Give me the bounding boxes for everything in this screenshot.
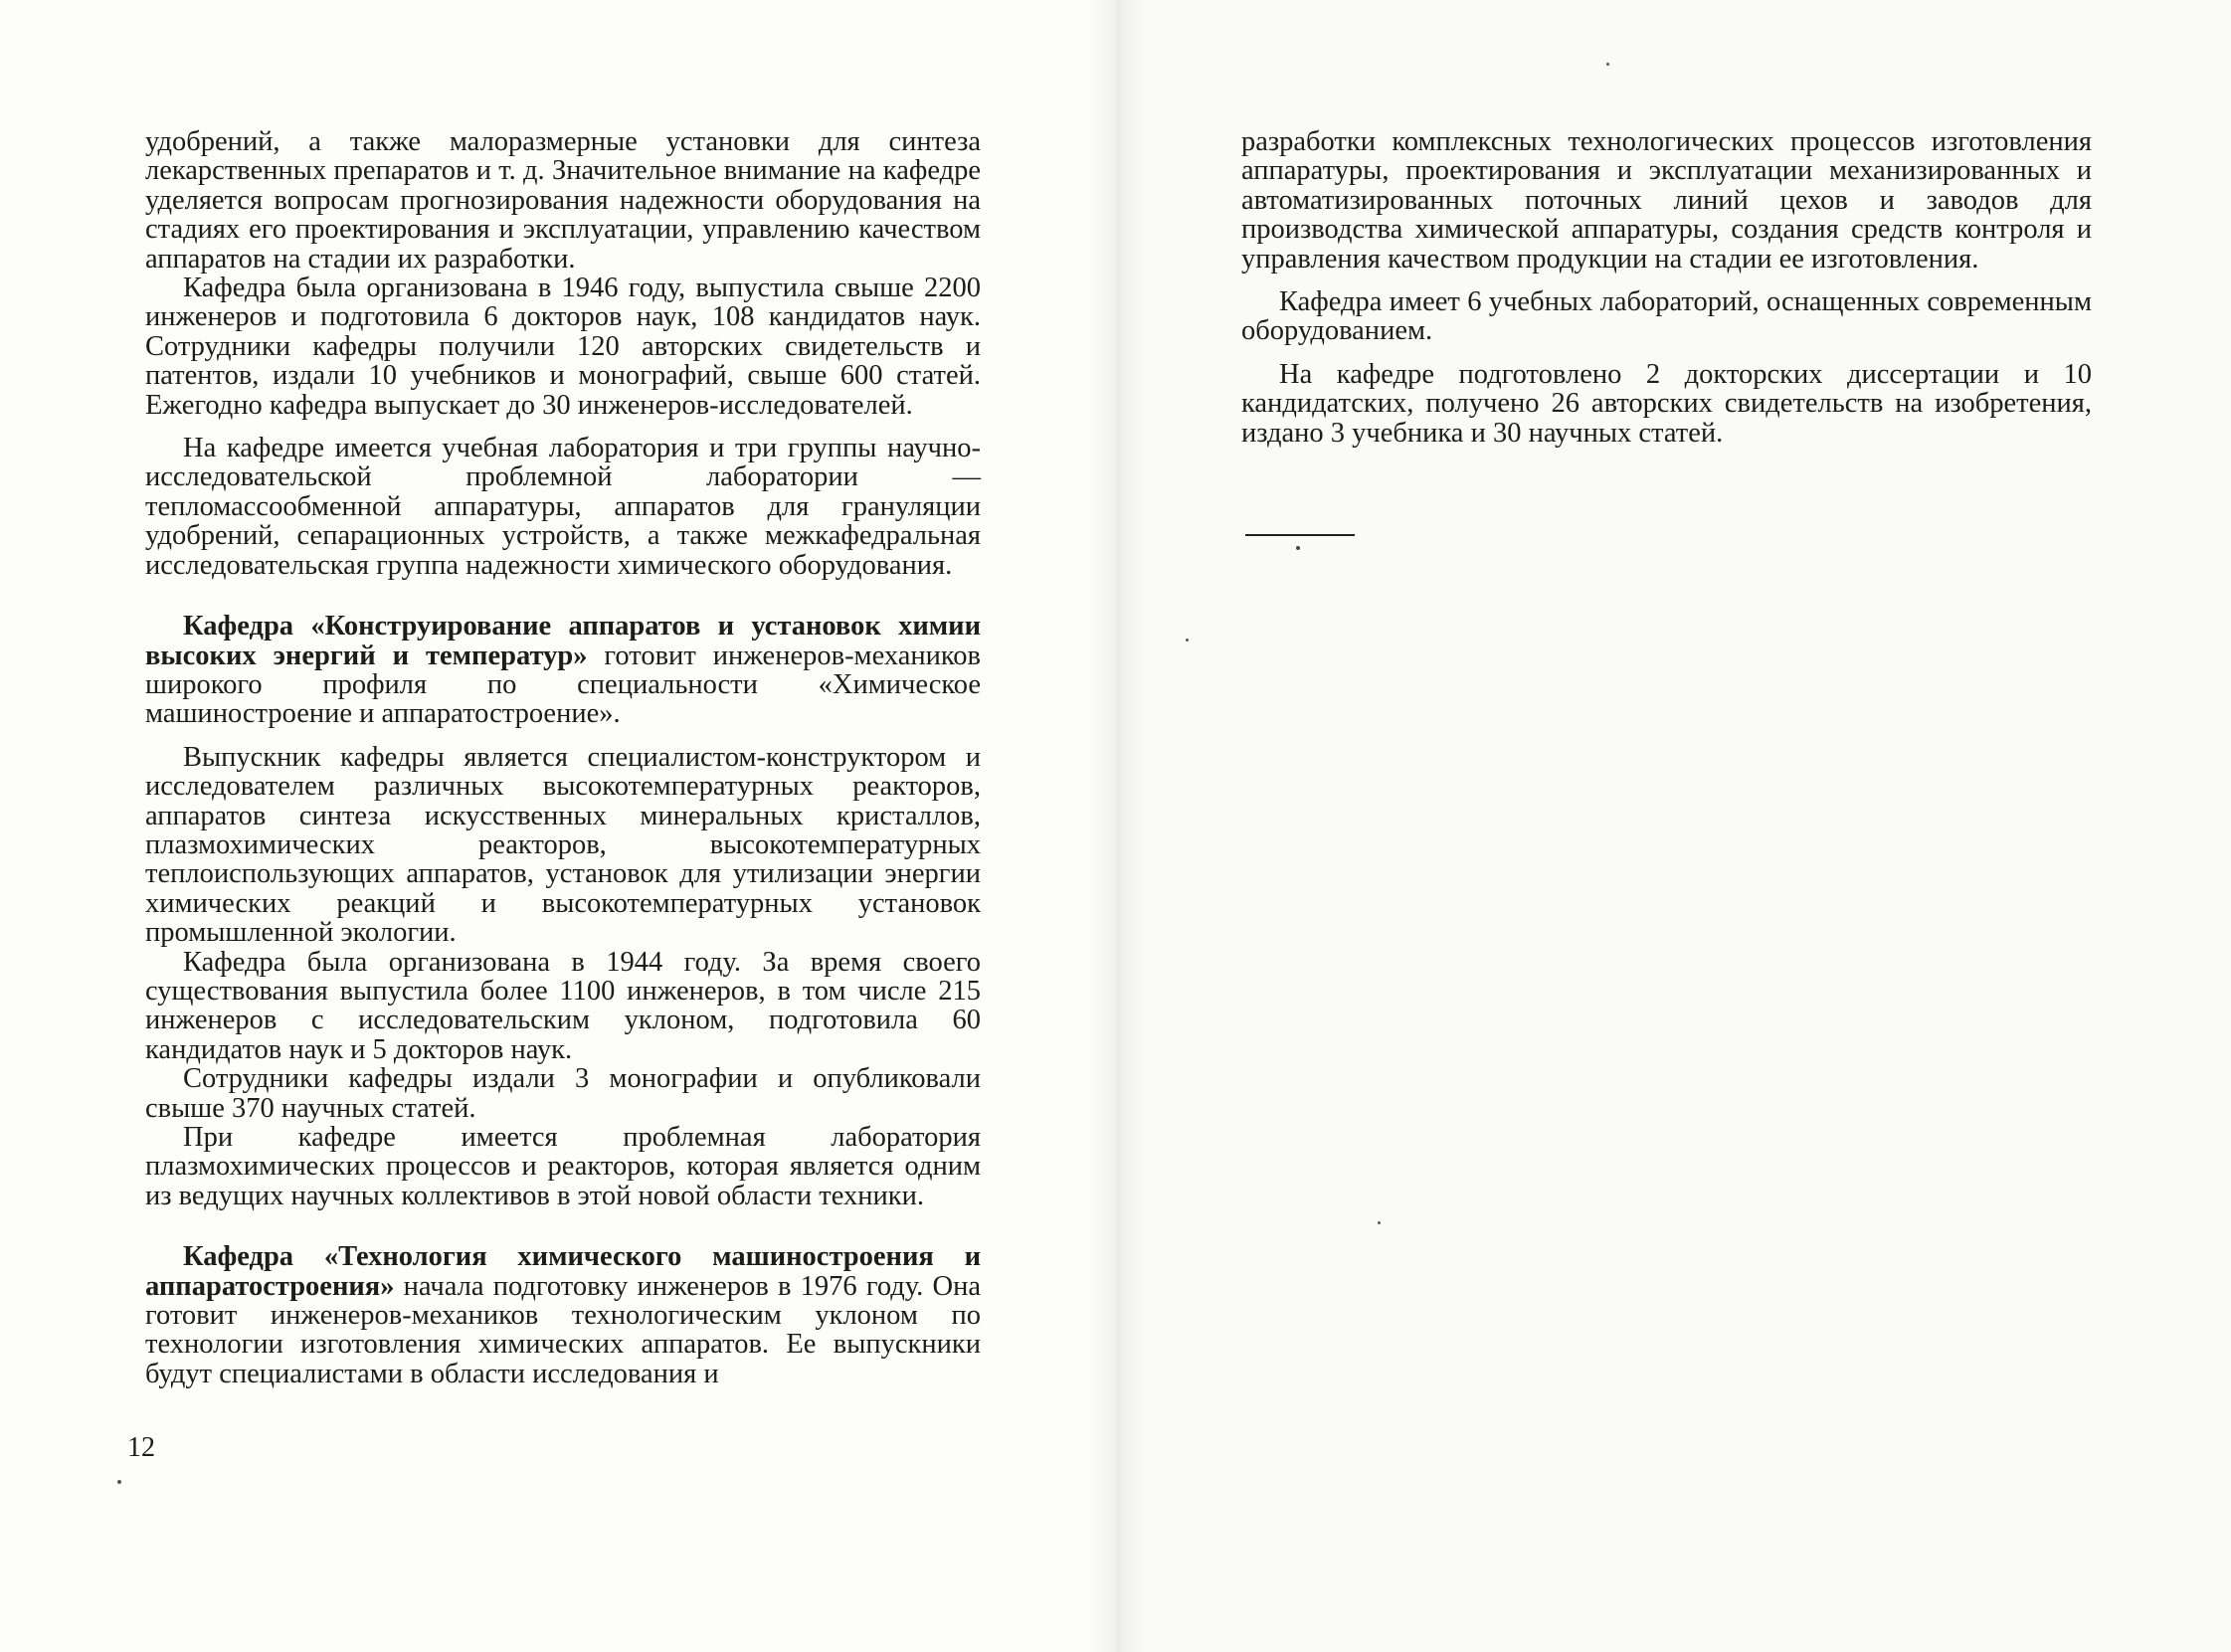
paper-speck	[1186, 639, 1189, 642]
paragraph: Кафедра была организована в 1944 году. За время своего существования выпустила более 1100 инженеров, в том числе 215 инженеров с исследовательским уклоном, подготовила 60 кандидатов наук и 5 докторов наук.	[145, 946, 981, 1065]
paper-speck	[1378, 1221, 1381, 1224]
paper-speck	[1606, 63, 1609, 66]
paragraph: Сотрудники кафедры издали 3 монографии и опубликовали свыше 370 научных статей.	[145, 1063, 981, 1124]
paper-speck	[117, 1480, 121, 1484]
paper-speck	[1296, 546, 1300, 550]
page-number: 12	[127, 1432, 155, 1463]
paragraph: Кафедра имеет 6 учебных лабораторий, оснащенных современным оборудованием.	[1241, 286, 2092, 347]
left-page-body	[145, 127, 981, 1388]
paragraph: удобрений, а также малоразмерные установки для синтеза лекарственных препаратов и т. д. Значительное внимание на кафедре уделяется вопросам прогнозирования надежности оборудования на стадиях его проектирования и эксплуатации, управлению качеством аппаратов на стадии их разработки.	[145, 126, 981, 275]
section-divider-rule	[1245, 534, 1355, 536]
paragraph-text: начала подготовку инженеров в 1976 году. Она готовит инженеров-механиков технологическим уклоном по технологии изготовления химических аппаратов. Ее выпускники будут специалистами в области исследования и	[145, 1270, 981, 1389]
department-heading-paragraph	[145, 1242, 981, 1388]
department-name: Кафедра «Технология химического машиностроения и аппаратостроения»	[145, 1241, 981, 1302]
paragraph: На кафедре имеется учебная лаборатория и три группы научно-исследовательской проблемной лаборатории — тепломассообменной аппаратуры, аппаратов для грануляции удобрений, сепарационных устройств, а также межкафедральная исследовательская группа надежности химического оборудования.	[145, 433, 981, 581]
department-heading-paragraph	[145, 612, 981, 729]
paragraph-text: готовит инженеров-механиков широкого профиля по специальности «Химическое машиностроение и аппаратостроение».	[145, 640, 981, 730]
paragraph: Выпускник кафедры является специалистом-конструктором и исследователем различных высокотемпературных реакторов, аппаратов синтеза искусственных минеральных кристаллов, плазмохимических реакторов, высокотемпературных теплоиспользующих аппаратов, установок для утилизации энергии химических реакций и высокотемпературных установок промышленной экологии.	[145, 741, 981, 949]
paragraph: На кафедре подготовлено 2 докторских диссертации и 10 кандидатских, получено 26 авторских свидетельств на изобретения, издано 3 учебника и 30 научных статей.	[1241, 358, 2092, 449]
left-page	[0, 0, 1115, 1652]
department-name: Кафедра «Конструирование аппаратов и установок химии высоких энергий и температур»	[145, 611, 981, 671]
paragraph: Кафедра была организована в 1946 году, выпустила свыше 2200 инженеров и подготовила 6 докторов наук, 108 кандидатов наук. Сотрудники кафедры получили 120 авторских свидетельств и патентов, издали 10 учебников и монографий, свыше 600 статей. Ежегодно кафедра выпускает до 30 инженеров-исследователей.	[145, 273, 981, 421]
right-page-body	[1241, 127, 2092, 448]
paragraph: При кафедре имеется проблемная лаборатория плазмохимических процессов и реакторов, которая является одним из ведущих научных коллективов в этой новой области техники.	[145, 1122, 981, 1211]
paragraph: разработки комплексных технологических процессов изготовления аппаратуры, проектирования и эксплуатации механизированных и автоматизированных поточных линий цехов и заводов для производства химической аппаратуры, создания средств контроля и управления качеством продукции на стадии ее изготовления.	[1241, 126, 2092, 275]
binding-gutter	[1089, 0, 1149, 1652]
